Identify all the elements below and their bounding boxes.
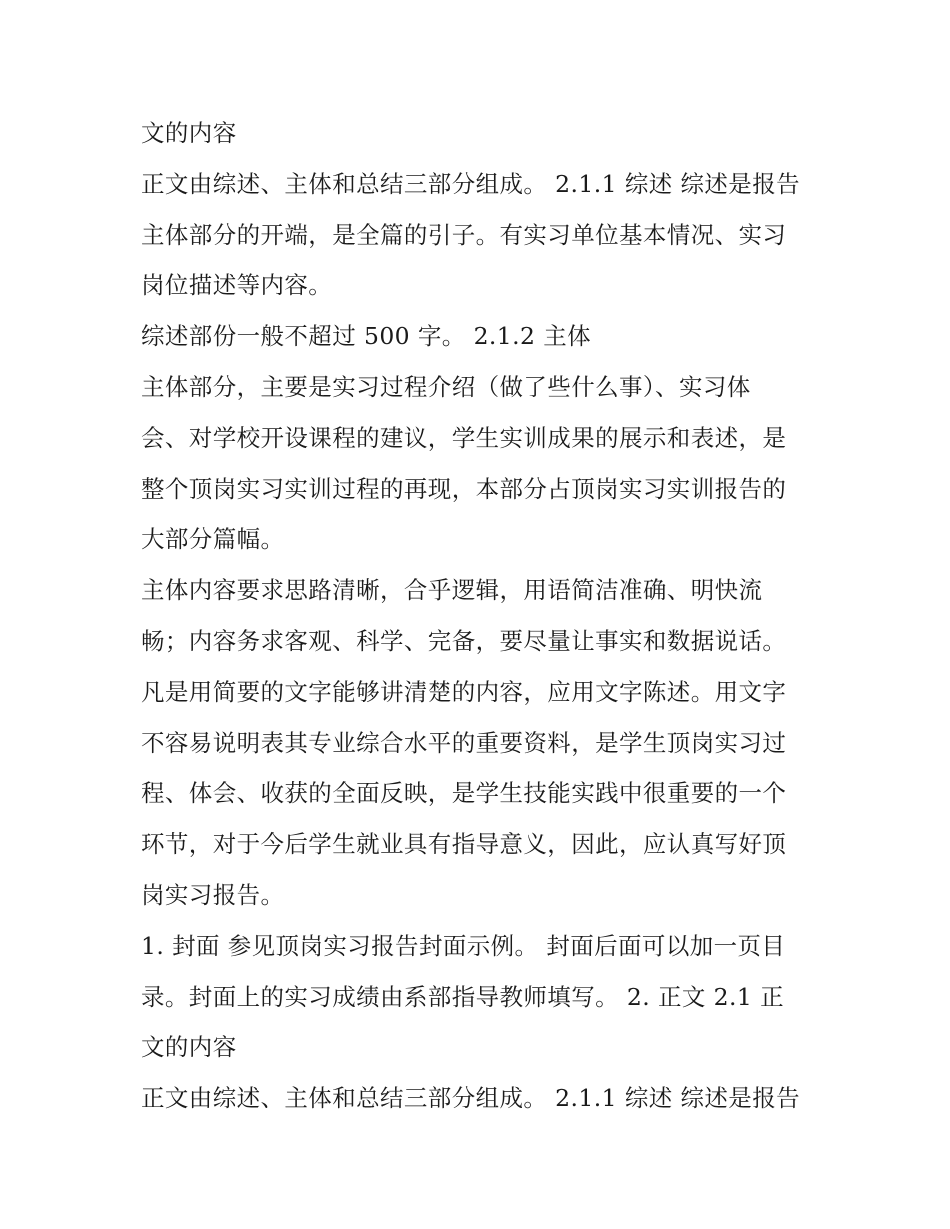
text-line: 会、对学校开设课程的建议，学生实训成果的展示和表述，是 [141,423,787,452]
text-line: 主体部分的开端，是全篇的引子。有实习单位基本情况、实习 [141,220,787,249]
text-line: 录。封面上的实习成绩由系部指导教师填写。 2. 正文 2.1 正 [141,982,784,1011]
text-line: 大部分篇幅。 [141,525,285,554]
text-line: 文的内容 [141,1033,237,1062]
text-line: 主体部分，主要是实习过程介绍（做了些什么事）、实习体 [141,372,751,401]
text-line: 1. 封面 参见顶岗实习报告封面示例。 封面后面可以加一页目 [141,931,786,960]
text-line: 畅；内容务求客观、科学、完备，要尽量让事实和数据说话。 [141,626,787,655]
text-line: 岗实习报告。 [141,880,285,909]
body-text [141,108,821,1124]
text-line: 整个顶岗实习实训过程的再现，本部分占顶岗实习实训报告的 [141,474,787,503]
text-line: 正文由综述、主体和总结三部分组成。 2.1.1 综述 综述是报告 [141,1084,801,1113]
text-line: 岗位描述等内容。 [141,271,333,300]
text-line: 环节，对于今后学生就业具有指导意义，因此，应认真写好顶 [141,830,787,859]
text-line: 综述部份一般不超过 500 字。 2.1.2 主体 [141,322,592,351]
text-line: 正文由综述、主体和总结三部分组成。 2.1.1 综述 综述是报告 [141,169,801,198]
text-line: 凡是用简要的文字能够讲清楚的内容，应用文字陈述。用文字 [141,677,787,706]
text-line: 程、体会、收获的全面反映，是学生技能实践中很重要的一个 [141,779,787,808]
text-line: 文的内容 [141,119,237,147]
text-line: 主体内容要求思路清晰，合乎逻辑，用语简洁准确、明快流 [141,576,763,605]
text-line: 不容易说明表其专业综合水平的重要资料，是学生顶岗实习过 [141,728,787,757]
